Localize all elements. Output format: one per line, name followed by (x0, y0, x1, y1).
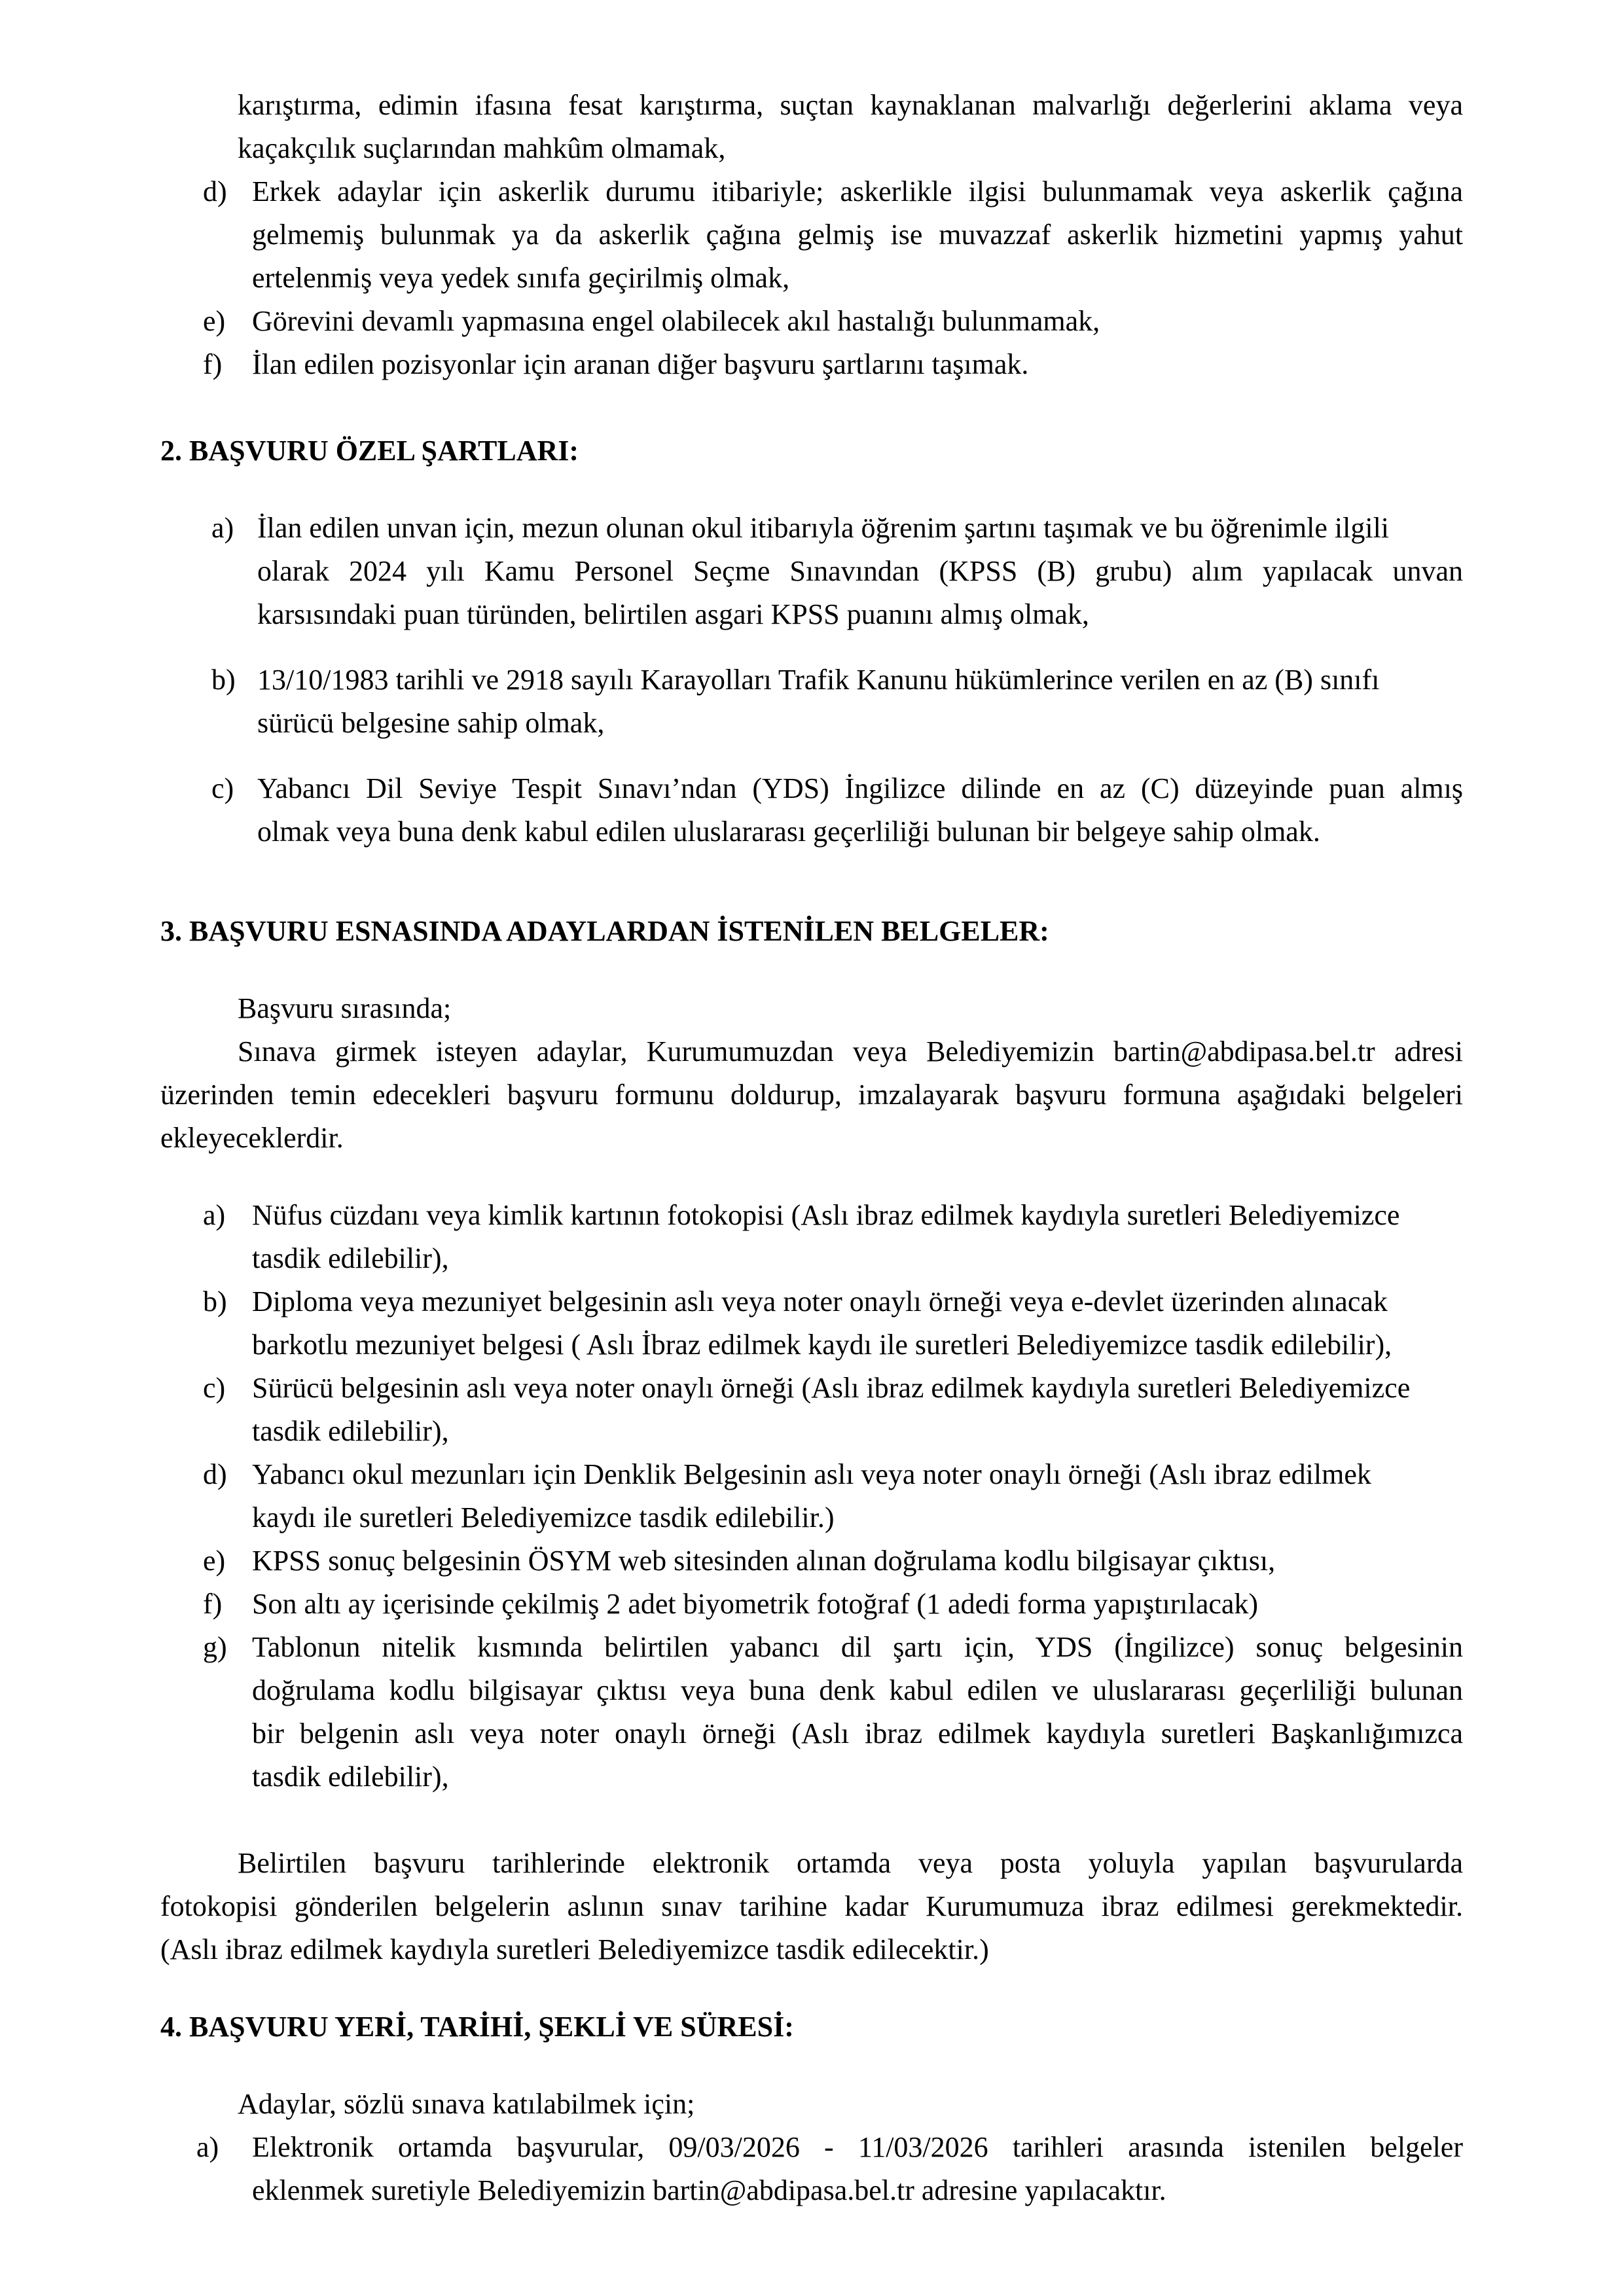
text-line: Son altı ay içerisinde çekilmiş 2 adet biyometrik fotoğraf (1 adedi forma yapıştırılacak) (252, 1588, 1259, 1620)
carryover-line: karıştırma, edimin ifasına fesat karıştırma, suçtan kaynaklanan malvarlığı değerlerini aklama veya (238, 89, 1463, 121)
list-item (160, 1626, 1463, 1799)
list-item (160, 2126, 1463, 2212)
list-item-body (252, 1194, 1463, 1280)
list-marker: c) (211, 772, 234, 804)
list-marker: e) (203, 1545, 226, 1577)
list-marker: b) (211, 664, 236, 696)
section2-heading: 2. BAŞVURU ÖZEL ŞARTLARI: (160, 435, 579, 467)
text-line: üzerinden temin edecekleri başvuru formunu doldurup, imzalayarak başvuru formuna aşağıdaki belgeleri (160, 1079, 1463, 1111)
list-item (160, 507, 1463, 636)
list-item (160, 767, 1463, 853)
list-item (160, 170, 1463, 300)
list-item-body (257, 658, 1463, 745)
text-line: İlan edilen unvan için, mezun olunan okul itibarıyla öğrenim şartını taşımak ve bu öğrenimle ilgili (257, 512, 1390, 544)
text-line: İlan edilen pozisyonlar için aranan diğer başvuru şartlarını taşımak. (252, 348, 1029, 380)
spacer (160, 1160, 1463, 1194)
list-item-body (252, 300, 1463, 343)
list-item (160, 300, 1463, 343)
section3-heading: 3. BAŞVURU ESNASINDA ADAYLARDAN İSTENİLEN BELGELER: (160, 915, 1049, 947)
text-line: 13/10/1983 tarihli ve 2918 sayılı Karayolları Trafik Kanunu hükümlerince verilen en az (B) sınıfı (257, 664, 1380, 696)
list-item (160, 1453, 1463, 1539)
text-line: Başvuru sırasında; (238, 992, 452, 1024)
list-marker: d) (203, 175, 227, 207)
text-line: doğrulama kodlu bilgisayar çıktısı veya buna denk kabul edilen ve uluslararası geçerliliği bulunan (252, 1674, 1463, 1706)
list-item (160, 658, 1463, 745)
section1-continued-list (160, 170, 1463, 386)
list-item (160, 1280, 1463, 1367)
spacer (160, 473, 1463, 507)
text-line: fotokopisi gönderilen belgelerin aslının sınav tarihine kadar Kurumumuza ibraz edilmesi gerekmektedir. (160, 1890, 1463, 1922)
list-marker: b) (203, 1285, 227, 1318)
text-line: tasdik edilebilir), (252, 1242, 449, 1274)
section1-carryover-paragraph (160, 84, 1463, 170)
text-line: Nüfus cüzdanı veya kimlik kartının fotokopisi (Aslı ibraz edilmek kaydıyla suretleri Belediyemizce (252, 1199, 1400, 1231)
section3-documents-list (160, 1194, 1463, 1799)
text-line: Erkek adaylar için askerlik durumu itibariyle; askerlikle ilgisi bulunmamak veya askerlik çağına (252, 175, 1463, 207)
text-line: Sürücü belgesinin aslı veya noter onaylı örneği (Aslı ibraz edilmek kaydıyla suretleri Belediyemizce (252, 1372, 1411, 1404)
spacer (160, 1971, 1463, 2005)
text-line: tasdik edilebilir), (252, 1761, 449, 1793)
spacer (160, 953, 1463, 987)
spacer (160, 386, 1463, 429)
list-marker: e) (203, 305, 226, 337)
list-item-body (252, 1539, 1463, 1583)
text-line: Yabancı okul mezunları için Denklik Belgesinin aslı veya noter onaylı örneği (Aslı ibraz edilmek (252, 1458, 1371, 1490)
list-marker: a) (203, 1199, 226, 1231)
list-item (160, 1539, 1463, 1583)
text-line: barkotlu mezuniyet belgesi ( Aslı İbraz edilmek kaydı ile suretleri Belediyemizce tasdik edilebilir), (252, 1329, 1392, 1361)
list-item-body (252, 170, 1463, 300)
spacer (160, 1799, 1463, 1842)
list-item-body (252, 1583, 1463, 1626)
text-line: Görevini devamlı yapmasına engel olabilecek akıl hastalığı bulunmamak, (252, 305, 1100, 337)
text-line: karsısındaki puan türünden, belirtilen asgari KPSS puanını almış olmak, (257, 598, 1089, 630)
page-content (160, 84, 1463, 2212)
list-marker: f) (203, 1588, 223, 1620)
spacer (160, 876, 1463, 910)
section4-intro-line (160, 2083, 1463, 2126)
section3-intro-line (160, 987, 1463, 1030)
text-line: Adaylar, sözlü sınava katılabilmek için; (238, 2088, 695, 2120)
list-marker: c) (203, 1372, 226, 1404)
text-line: sürücü belgesine sahip olmak, (257, 707, 605, 739)
list-item (160, 1367, 1463, 1453)
list-item-body (252, 1280, 1463, 1367)
section4-heading: 4. BAŞVURU YERİ, TARİHİ, ŞEKLİ VE SÜRESİ: (160, 2011, 794, 2043)
list-item-body (257, 507, 1463, 636)
list-marker: d) (203, 1458, 227, 1490)
list-item-body (252, 343, 1463, 386)
text-line: Tablonun nitelik kısmında belirtilen yabancı dil şartı için, YDS (İngilizce) sonuç belgesinin (252, 1631, 1463, 1663)
text-line: tasdik edilebilir), (252, 1415, 449, 1447)
list-item-body (252, 1367, 1463, 1453)
section4-list (160, 2126, 1463, 2212)
list-item (160, 343, 1463, 386)
text-line: Elektronik ortamda başvurular, 09/03/2026 - 11/03/2026 tarihleri arasında istenilen belgeler (252, 2131, 1463, 2163)
text-line: Yabancı Dil Seviye Tespit Sınavı’ndan (YDS) İngilizce dilinde en az (C) düzeyinde puan almış (257, 772, 1463, 804)
text-line: (Aslı ibraz edilmek kaydıyla suretleri Belediyemizce tasdik edilecektir.) (160, 1933, 989, 1965)
text-line: olarak 2024 yılı Kamu Personel Seçme Sınavından (KPSS (B) grubu) alım yapılacak unvan (257, 555, 1463, 587)
text-line: gelmemiş bulunmak ya da askerlik çağına gelmiş ise muvazzaf askerlik hizmetini yapmış yahut (252, 219, 1463, 251)
list-item-body (257, 767, 1463, 853)
text-line: ekleyeceklerdir. (160, 1122, 344, 1154)
section2-list (160, 507, 1463, 853)
list-item-body (252, 2126, 1463, 2212)
list-item-body (252, 1453, 1463, 1539)
list-item (160, 1583, 1463, 1626)
text-line: KPSS sonuç belgesinin ÖSYM web sitesinden alınan doğrulama kodlu bilgisayar çıktısı, (252, 1545, 1276, 1577)
text-line: Diploma veya mezuniyet belgesinin aslı veya noter onaylı örneği veya e-devlet üzerinden alınacak (252, 1285, 1388, 1318)
text-line: Sınava girmek isteyen adaylar, Kurumumuzdan veya Belediyemizin bartin@abdipasa.bel.tr adresi (238, 1035, 1463, 1067)
text-line: eklenmek suretiyle Belediyemizin bartin@abdipasa.bel.tr adresine yapılacaktır. (252, 2174, 1166, 2206)
spacer (160, 2049, 1463, 2083)
section3-intro-paragraph (160, 1030, 1463, 1160)
carryover-line: kaçakçılık suçlarından mahkûm olmamak, (238, 132, 726, 164)
list-marker: g) (203, 1631, 227, 1663)
text-line: olmak veya buna denk kabul edilen uluslararası geçerliliği bulunan bir belgeye sahip olmak. (257, 816, 1320, 848)
list-marker: a) (211, 512, 234, 544)
text-line: bir belgenin aslı veya noter onaylı örneği (Aslı ibraz edilmek kaydıyla suretleri Başkanlığımızca (252, 1717, 1463, 1749)
section3-closing-paragraph (160, 1842, 1463, 1971)
text-line: Belirtilen başvuru tarihlerinde elektronik ortamda veya posta yoluyla yapılan başvurularda (238, 1847, 1463, 1879)
list-marker: a) (196, 2131, 219, 2163)
text-line: kaydı ile suretleri Belediyemizce tasdik edilebilir.) (252, 1501, 835, 1534)
list-item-body (252, 1626, 1463, 1799)
text-line: ertelenmiş veya yedek sınıfa geçirilmiş olmak, (252, 262, 790, 294)
list-item (160, 1194, 1463, 1280)
list-marker: f) (203, 348, 223, 380)
